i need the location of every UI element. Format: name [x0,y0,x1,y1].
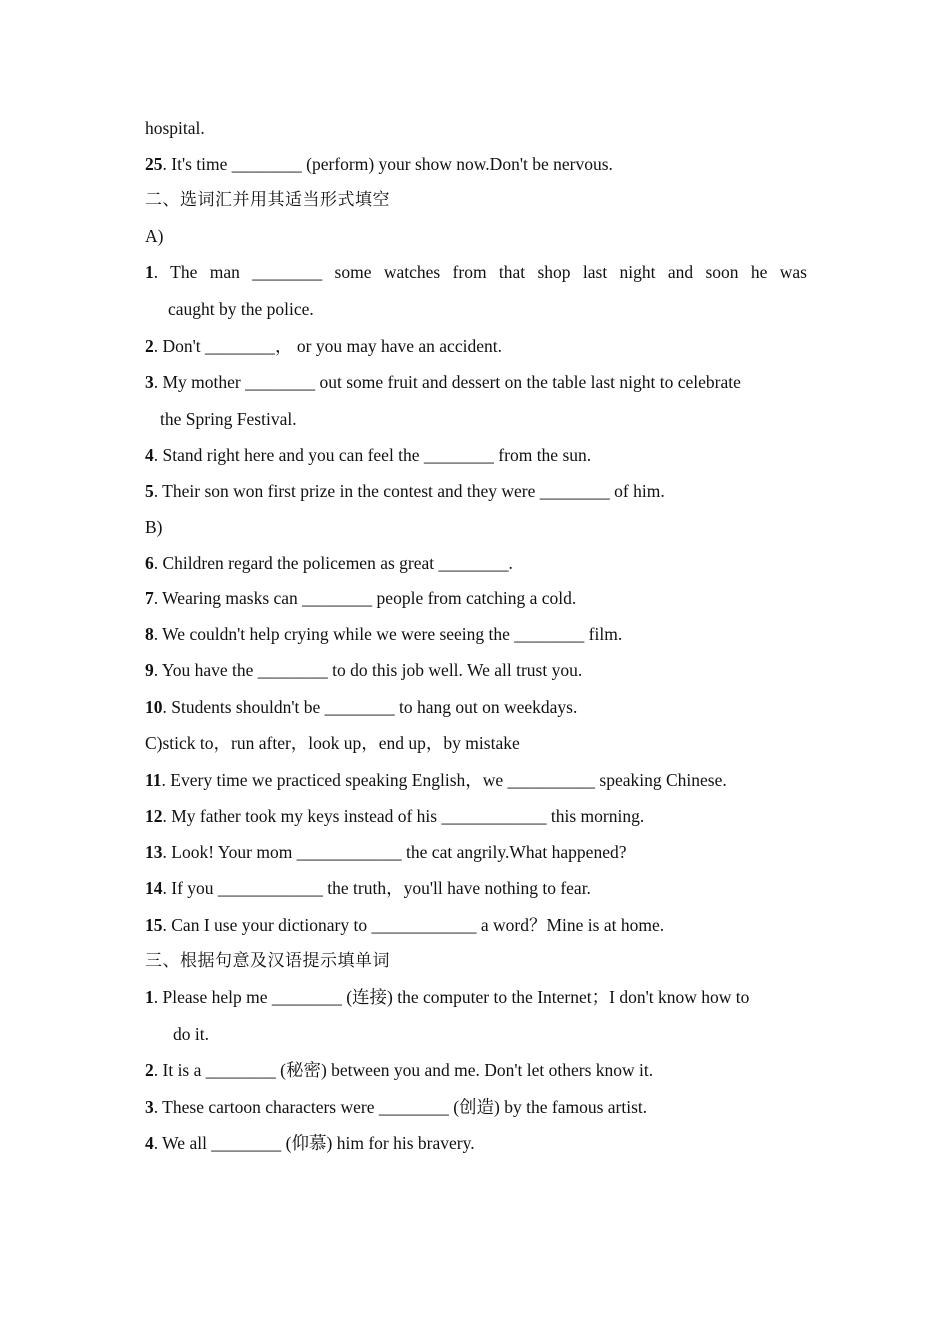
question-13: 13. Look! Your mom ____________ the cat angrily.What happened? [145,842,627,862]
question-8: 8. We couldn't help crying while we were seeing the ________ film. [145,624,623,644]
question-15: 15. Can I use your dictionary to ____________ a word？Mine is at home. [145,915,665,935]
text-line: hospital. [145,118,205,138]
section-heading-2: 二、选词汇并用其适当形式填空 [145,190,390,210]
question-2: 2. Don't ________， or you may have an accident. [145,336,502,356]
question-3-cont: the Spring Festival. [160,409,297,429]
question-9: 9. You have the ________ to do this job well. We all trust you. [145,660,583,680]
question-3-3: 3. These cartoon characters were ________ (创造) by the famous artist. [145,1097,648,1117]
question-1: 1. The man ________ some watches from that shop last night and soon he was [145,262,807,282]
question-11: 11. Every time we practiced speaking English，we __________ speaking Chinese. [145,770,727,790]
subsection-label-a: A) [145,226,164,246]
section-heading-3: 三、根据句意及汉语提示填单词 [145,951,390,971]
question-3-1: 1. Please help me ________ (连接) the computer to the Internet；I don't know how to [145,987,750,1007]
question-4: 4. Stand right here and you can feel the ________ from the sun. [145,445,592,465]
question-1-cont: caught by the police. [168,299,314,319]
question-5: 5. Their son won first prize in the contest and they were ________ of him. [145,481,665,501]
question-3: 3. My mother ________ out some fruit and dessert on the table last night to celebrate [145,372,741,392]
word-bank-c: C)stick to，run after，look up，end up，by mistake [145,733,520,753]
question-7: 7. Wearing masks can ________ people from catching a cold. [145,588,577,608]
question-6: 6. Children regard the policemen as great ________. [145,553,513,573]
question-3-2: 2. It is a ________ (秘密) between you and me. Don't let others know it. [145,1060,654,1080]
question-3-1-cont: do it. [173,1024,209,1044]
question-10: 10. Students shouldn't be ________ to hang out on weekdays. [145,697,578,717]
question-14: 14. If you ____________ the truth，you'll have nothing to fear. [145,878,591,898]
question-25: 25. It's time ________ (perform) your show now.Don't be nervous. [145,154,613,174]
question-3-4: 4. We all ________ (仰慕) him for his bravery. [145,1133,475,1153]
question-12: 12. My father took my keys instead of his ____________ this morning. [145,806,645,826]
subsection-label-b: B) [145,517,163,537]
